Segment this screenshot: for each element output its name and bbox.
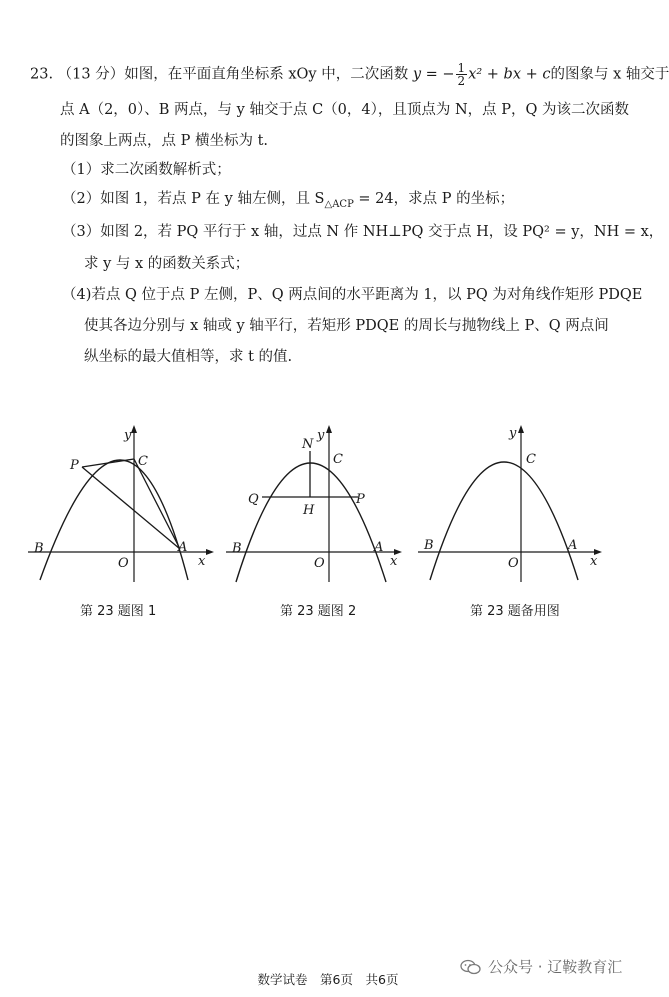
fig2-label-x: x: [390, 554, 398, 569]
problem-line-3: 的图象上两点，点 P 横坐标为 t.: [60, 133, 269, 149]
fig2-label-b: B: [232, 541, 242, 556]
problem-intro-end: 的图象与 x 轴交于: [550, 66, 669, 83]
part-3-cont: 求 y 与 x 的函数关系式；: [84, 256, 250, 272]
problem-line-1: [30, 62, 669, 87]
equation-rhs: x² + bx + c: [468, 66, 551, 83]
part-4-cont-1: 使其各边分别与 x 轴或 y 轴平行，若矩形 PDQE 的周长与抛物线上 P、Q 两点间: [84, 318, 609, 334]
equation-lhs: y = −: [412, 66, 455, 83]
figure-3-diagram: [418, 415, 608, 585]
fig2-label-c: C: [333, 452, 343, 467]
problem-number: 23.: [30, 66, 54, 83]
problem-line-2: 点 A（2，0）、B 两点，与 y 轴交于点 C（0，4），且顶点为 N，点 P，Q 为该二次函数: [60, 102, 630, 118]
watermark-text: 公众号 · 辽鞍教育汇: [488, 958, 623, 976]
part-4: （4)若点 Q 位于点 P 左侧，P、Q 两点间的水平距离为 1，以 PQ 为对角线作矩形 PDQE: [62, 287, 643, 303]
figure-3-caption: 第 23 题备用图: [470, 604, 560, 619]
problem-intro: 如图，在平面直角坐标系 xOy 中，二次函数: [124, 66, 409, 83]
fig2-label-n: N: [302, 437, 314, 452]
fig1-label-y: y: [124, 428, 132, 443]
fig1-label-o: O: [118, 556, 129, 571]
fig2-label-q: Q: [248, 492, 259, 507]
fig3-label-c: C: [526, 452, 536, 467]
fig3-label-a: A: [568, 538, 578, 553]
equation-fraction: $\frac{1}{2}$: [457, 61, 466, 88]
fig2-label-p: P: [356, 492, 365, 507]
fig1-label-p: P: [70, 458, 79, 473]
fig1-label-c: C: [138, 454, 148, 469]
fig3-label-o: O: [508, 556, 519, 571]
page-footer: 数学试卷 第6页 共6页: [257, 972, 399, 987]
fig2-label-o: O: [314, 556, 325, 571]
part-4-cont-2: 纵坐标的最大值相等，求 t 的值.: [84, 349, 293, 365]
part-2: （2）如图 1，若点 P 在 y 轴左侧，且 $S_{\triangle ACP} = 24$，求点 P 的坐标；: [62, 191, 515, 210]
fig2-label-h: H: [303, 503, 315, 518]
part-3: （3）如图 2，若 PQ 平行于 x 轴，过点 N 作 NH⊥PQ 交于点 H，设 PQ² = y，NH = x，: [62, 224, 664, 240]
problem-score: （13 分）: [57, 66, 125, 83]
fig2-label-a: A: [374, 540, 384, 555]
figure-1-caption: 第 23 题图 1: [80, 604, 157, 619]
figure-2-caption: 第 23 题图 2: [280, 604, 357, 619]
fig3-label-x: x: [590, 554, 598, 569]
fig2-label-y: y: [317, 428, 325, 443]
figure-1-diagram: [28, 415, 218, 585]
fig1-label-b: B: [34, 541, 44, 556]
fig1-label-x: x: [198, 554, 206, 569]
part-1: （1）求二次函数解析式；: [62, 162, 231, 178]
figure-2-diagram: [226, 415, 416, 585]
fig3-label-b: B: [424, 538, 434, 553]
fig1-label-a: A: [178, 540, 188, 555]
fig3-label-y: y: [509, 426, 517, 441]
